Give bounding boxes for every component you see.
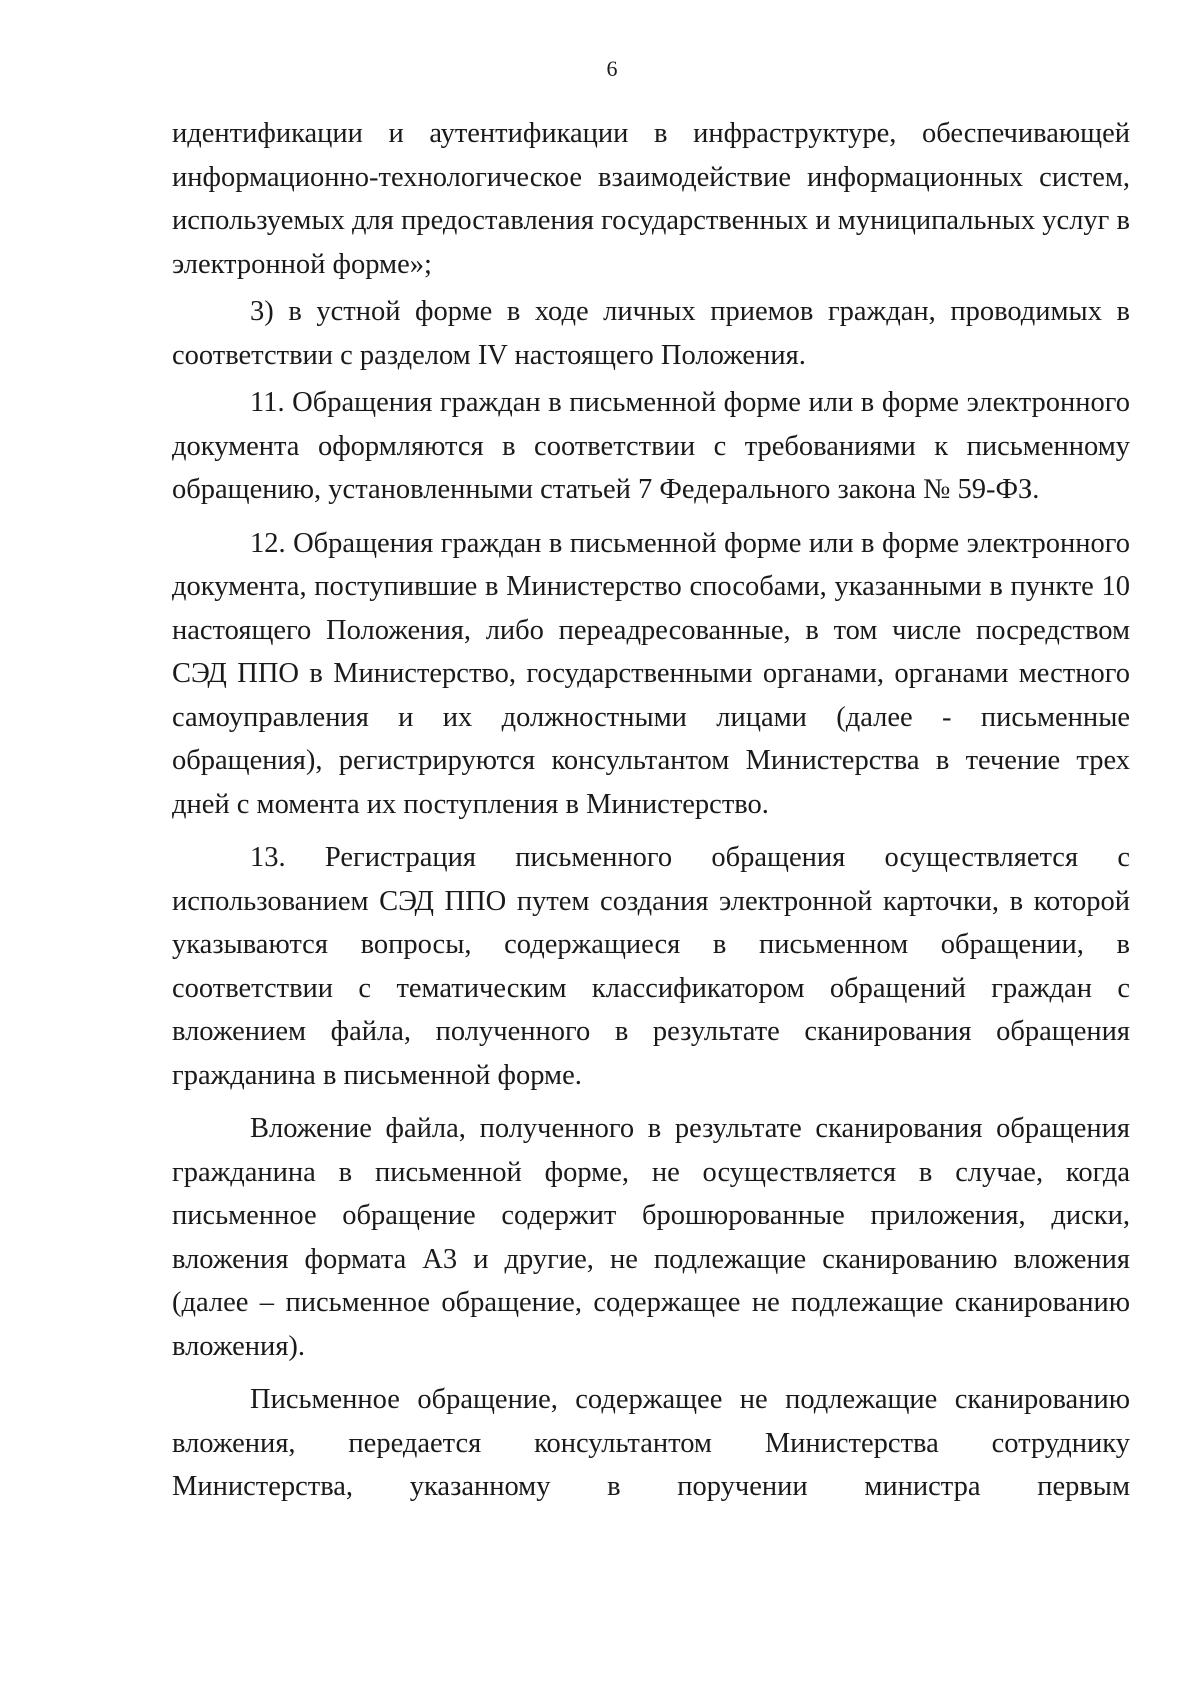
- paragraph-item-3: 3) в устной форме в ходе личных приемов граждан, проводимых в соответствии с разделом IV настоящего Положения.: [172, 296, 1130, 371]
- paragraph-clause-11: 11. Обращения граждан в письменной форме или в форме электронного документа оформляются в соответствии с требованиями к письменному обращению, установленными статьей 7 Федерального закона № 59-ФЗ.: [172, 387, 1130, 505]
- paragraph-clause-12: 12. Обращения граждан в письменной форме или в форме электронного документа, поступившие в Министерство способами, указанными в пункте 10 настоящего Положения, либо переадресованные, в том числе посредством СЭД ППО в Министерство, государственными органами, органами местного самоуправления и их должностными лицами (далее - письменные обращения), регистрируются консультантом Министерства в течение трех дней с момента их поступления в Министерство.: [172, 527, 1130, 820]
- paragraph-continuation: идентификации и аутентификации в инфраструктуре, обеспечивающей информационно-технологическое взаимодействие информационных систем, используемых для предоставления государственных и муниципальных услуг в электронной форме»;: [172, 118, 1130, 280]
- paragraph-clause-13: 13. Регистрация письменного обращения осуществляется с использованием СЭД ППО путем создания электронной карточки, в которой указываются вопросы, содержащиеся в письменном обращении, в соответствии с тематическим классификатором обращений граждан с вложением файла, полученного в результате сканирования обращения гражданина в письменной форме.: [172, 842, 1130, 1091]
- document-body: [172, 112, 1130, 1509]
- paragraph-transfer-note: Письменное обращение, содержащее не подлежащие сканированию вложения, передается консультантом Министерства сотруднику Министерства, указанному в поручении министра первым: [172, 1384, 1130, 1502]
- paragraph-attachment-note: Вложение файла, полученного в результате сканирования обращения гражданина в письменной форме, не осуществляется в случае, когда письменное обращение содержит брошюрованные приложения, диски, вложения формата А3 и другие, не подлежащие сканированию вложения (далее – письменное обращение, содержащее не подлежащие сканированию вложения).: [172, 1113, 1130, 1362]
- page-number: 6: [606, 56, 618, 81]
